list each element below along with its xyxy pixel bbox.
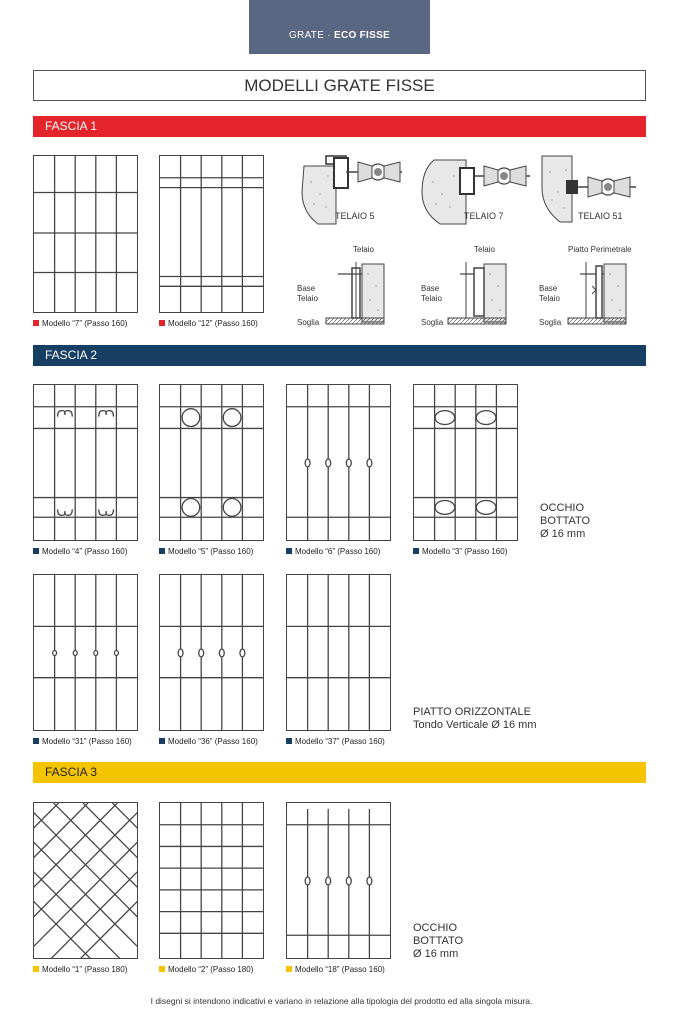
label-section-b-base (421, 284, 451, 304)
caption-model-37 (286, 737, 385, 747)
caption-marker (286, 548, 292, 554)
grate-model-18 (286, 802, 391, 959)
note-occhio-bottato-3 (413, 922, 463, 961)
caption-text: Modello “5” (Passo 160) (168, 547, 254, 556)
base-line-1: Base (297, 284, 316, 293)
caption-model-4 (33, 547, 127, 557)
caption-marker (33, 320, 39, 326)
grate-model-7 (33, 155, 138, 313)
caption-model-18 (286, 965, 385, 975)
caption-model-7 (33, 319, 127, 329)
grate-model-3 (413, 384, 518, 541)
label-section-a-bottom: Soglia (297, 318, 320, 327)
base-line-2: Telaio (297, 294, 318, 303)
grate-model-36 (159, 574, 264, 731)
band-fascia-2: FASCIA 2 (33, 345, 646, 366)
section-drawing-a (318, 258, 388, 330)
note-line: Tondo Verticale Ø 16 mm (413, 719, 537, 731)
label-section-c-base (539, 284, 569, 304)
caption-model-36 (159, 737, 258, 747)
caption-text: Modello “31” (Passo 160) (42, 737, 132, 746)
caption-text: Modello “6” (Passo 160) (295, 547, 381, 556)
base-line-2: Telaio (539, 294, 560, 303)
label-section-c-top: Piatto Perimetrale (568, 245, 632, 254)
label-section-a-top: Telaio (353, 245, 374, 254)
grate-model-1 (33, 802, 138, 959)
note-line: OCCHIO (413, 922, 457, 934)
base-line-2: Telaio (421, 294, 442, 303)
caption-text: Modello “3” (Passo 160) (422, 547, 508, 556)
caption-text: Modello “36” (Passo 160) (168, 737, 258, 746)
footer-disclaimer: I disegni si intendono indicativi e variano in relazione alla tipologia del prodotto ed alla singola misura. (150, 996, 533, 1006)
caption-text: Modello “7” (Passo 160) (42, 319, 128, 328)
caption-text: Modello “1” (Passo 180) (42, 965, 128, 974)
grate-model-37 (286, 574, 391, 731)
section-drawing-c (562, 258, 632, 330)
label-section-a-base (297, 284, 327, 304)
band-fascia-3: FASCIA 3 (33, 762, 646, 783)
section-drawing-b (442, 258, 512, 330)
grate-model-6 (286, 384, 391, 541)
caption-model-5 (159, 547, 253, 557)
note-line: OCCHIO (540, 502, 584, 514)
caption-text: Modello “18” (Passo 160) (295, 965, 385, 974)
caption-text: Modello “12” (Passo 160) (168, 319, 258, 328)
caption-marker (159, 738, 165, 744)
section-tab (249, 0, 430, 54)
note-line: PIATTO ORIZZONTALE (413, 706, 531, 718)
caption-model-12 (159, 319, 258, 329)
note-line: Ø 16 mm (540, 528, 586, 540)
caption-marker (159, 548, 165, 554)
caption-text: Modello “37” (Passo 160) (295, 737, 385, 746)
caption-marker (33, 738, 39, 744)
note-occhio-bottato-2 (540, 502, 590, 541)
label-section-b-bottom: Soglia (421, 318, 444, 327)
section-tab-subcategory: ECO FISSE (333, 30, 391, 41)
grate-model-2 (159, 802, 264, 959)
label-telaio-7: TELAIO 7 (464, 211, 504, 221)
base-line-1: Base (421, 284, 440, 293)
band-fascia-1: FASCIA 1 (33, 116, 646, 137)
caption-model-2 (159, 965, 253, 975)
grate-model-12 (159, 155, 264, 313)
note-line: BOTTATO (540, 515, 591, 527)
caption-model-6 (286, 547, 380, 557)
caption-model-1 (33, 965, 127, 975)
caption-marker (159, 320, 165, 326)
caption-marker (286, 966, 292, 972)
grate-model-5 (159, 384, 264, 541)
note-piatto-orizzontale (413, 706, 537, 732)
caption-marker (159, 966, 165, 972)
caption-text: Modello “4” (Passo 160) (42, 547, 128, 556)
caption-text: Modello “2” (Passo 180) (168, 965, 254, 974)
section-tab-category: GRATE · (288, 30, 334, 41)
caption-model-31 (33, 737, 132, 747)
grate-model-31 (33, 574, 138, 731)
note-line: Ø 16 mm (413, 948, 459, 960)
caption-marker (33, 548, 39, 554)
caption-marker (413, 548, 419, 554)
caption-marker (33, 966, 39, 972)
note-line: BOTTATO (413, 935, 464, 947)
caption-marker (286, 738, 292, 744)
grate-model-4 (33, 384, 138, 541)
base-line-1: Base (539, 284, 558, 293)
label-telaio-51: TELAIO 51 (578, 211, 623, 221)
label-section-b-top: Telaio (474, 245, 495, 254)
label-telaio-5: TELAIO 5 (335, 211, 375, 221)
caption-model-3 (413, 547, 507, 557)
page-title: MODELLI GRATE FISSE (33, 70, 646, 101)
label-section-c-bottom: Soglia (539, 318, 562, 327)
